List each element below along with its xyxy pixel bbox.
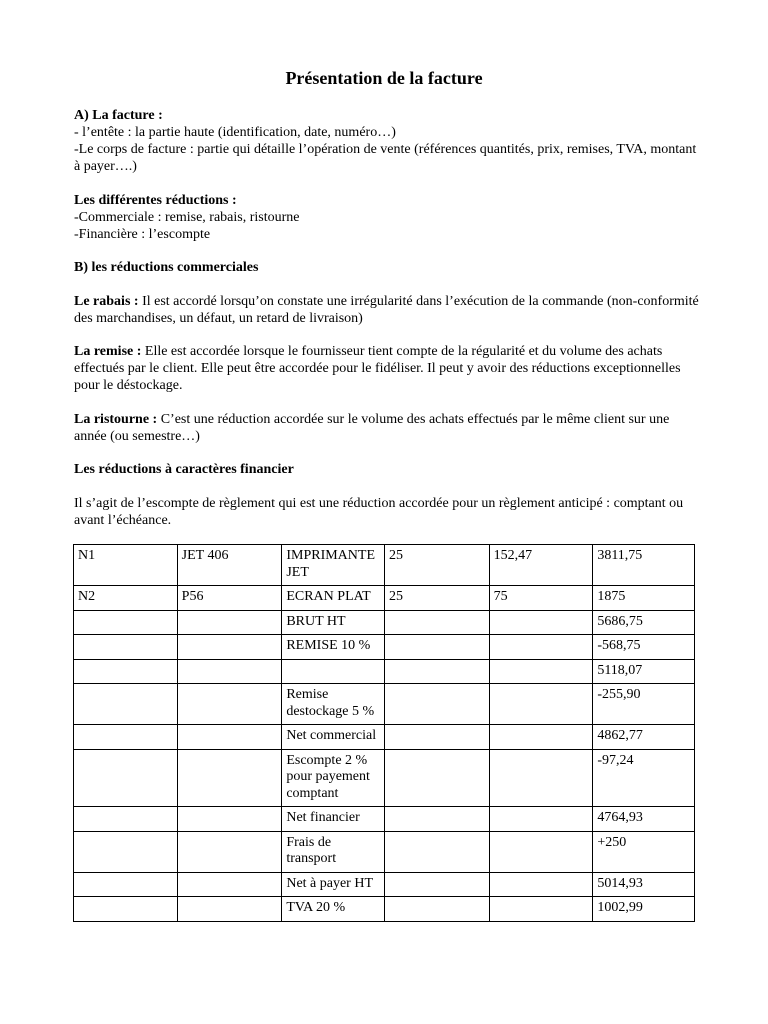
unit-price-cell bbox=[489, 807, 593, 832]
code-cell bbox=[177, 684, 282, 725]
rabais-paragraph bbox=[74, 293, 699, 327]
designation-cell: Net financier bbox=[282, 807, 385, 832]
code-cell bbox=[177, 807, 282, 832]
quantity-cell bbox=[384, 684, 489, 725]
quantity-cell bbox=[384, 897, 489, 922]
code-cell bbox=[177, 831, 282, 872]
invoice-table bbox=[73, 544, 695, 922]
rabais-text: Il est accordé lorsqu’on constate une irrégularité dans l’exécution de la commande (non-conformité des marchandises, un défaut, un retard de livraison) bbox=[74, 293, 699, 326]
designation-cell: Remise destockage 5 % bbox=[282, 684, 385, 725]
quantity-cell bbox=[384, 635, 489, 660]
quantity-cell bbox=[384, 659, 489, 684]
unit-price-cell bbox=[489, 684, 593, 725]
quantity-cell bbox=[384, 831, 489, 872]
amount-cell: 3811,75 bbox=[593, 545, 695, 586]
section-a-line-2: -Le corps de facture : partie qui détaille l’opération de vente (références quantités, prix, remises, TVA, montant à payer….) bbox=[74, 142, 697, 174]
ref-cell bbox=[74, 831, 178, 872]
table-row bbox=[74, 635, 695, 660]
section-a-heading: A) La facture : bbox=[74, 108, 163, 123]
invoice-table-body bbox=[74, 545, 695, 922]
unit-price-cell: 75 bbox=[489, 586, 593, 611]
code-cell bbox=[177, 635, 282, 660]
amount-cell: -255,90 bbox=[593, 684, 695, 725]
table-row bbox=[74, 749, 695, 807]
table-row bbox=[74, 725, 695, 750]
code-cell bbox=[177, 725, 282, 750]
table-row bbox=[74, 897, 695, 922]
ref-cell bbox=[74, 659, 178, 684]
remise-term: La remise : bbox=[74, 344, 142, 359]
table-row bbox=[74, 684, 695, 725]
remise-paragraph bbox=[74, 343, 699, 394]
ref-cell: N2 bbox=[74, 586, 178, 611]
ristourne-text: C’est une réduction accordée sur le volume des achats effectués par le même client sur une année (ou semestre…) bbox=[74, 411, 670, 444]
code-cell bbox=[177, 659, 282, 684]
unit-price-cell bbox=[489, 897, 593, 922]
quantity-cell bbox=[384, 749, 489, 807]
ref-cell: N1 bbox=[74, 545, 178, 586]
quantity-cell bbox=[384, 807, 489, 832]
reductions-heading: Les différentes réductions : bbox=[74, 192, 237, 208]
table-row bbox=[74, 586, 695, 611]
designation-cell bbox=[282, 659, 385, 684]
reductions-line-1: -Commerciale : remise, rabais, ristourne bbox=[74, 209, 300, 225]
quantity-cell: 25 bbox=[384, 586, 489, 611]
table-row bbox=[74, 872, 695, 897]
amount-cell: -568,75 bbox=[593, 635, 695, 660]
ref-cell bbox=[74, 807, 178, 832]
section-b-heading: B) les réductions commerciales bbox=[74, 260, 259, 275]
remise-text: Elle est accordée lorsque le fournisseur tient compte de la régularité et du volume des achats effectués par le client. Elle peut être accordée pour le fidéliser. Il peut y avoir des réductions exceptionnelles pour le déstockage. bbox=[74, 344, 681, 393]
ref-cell bbox=[74, 610, 178, 635]
quantity-cell bbox=[384, 610, 489, 635]
unit-price-cell bbox=[489, 659, 593, 684]
amount-cell: 5118,07 bbox=[593, 659, 695, 684]
designation-cell: ECRAN PLAT bbox=[282, 586, 385, 611]
amount-cell: 1875 bbox=[593, 586, 695, 611]
code-cell: JET 406 bbox=[177, 545, 282, 586]
quantity-cell bbox=[384, 725, 489, 750]
designation-cell: BRUT HT bbox=[282, 610, 385, 635]
ref-cell bbox=[74, 872, 178, 897]
amount-cell: 5014,93 bbox=[593, 872, 695, 897]
section-a-line-1: - l’entête : la partie haute (identification, date, numéro…) bbox=[74, 125, 396, 140]
amount-cell: 4764,93 bbox=[593, 807, 695, 832]
code-cell bbox=[177, 872, 282, 897]
ref-cell bbox=[74, 684, 178, 725]
code-cell: P56 bbox=[177, 586, 282, 611]
table-row bbox=[74, 545, 695, 586]
table-row bbox=[74, 610, 695, 635]
designation-cell: Escompte 2 % pour payement comptant bbox=[282, 749, 385, 807]
ref-cell bbox=[74, 725, 178, 750]
quantity-cell bbox=[384, 872, 489, 897]
document-body bbox=[74, 107, 699, 529]
table-row bbox=[74, 807, 695, 832]
financier-paragraph: Il s’agit de l’escompte de règlement qui est une réduction accordée pour un règlement anticipé : comptant ou avant l’échéance. bbox=[74, 495, 684, 528]
amount-cell: -97,24 bbox=[593, 749, 695, 807]
unit-price-cell bbox=[489, 831, 593, 872]
amount-cell: 4862,77 bbox=[593, 725, 695, 750]
amount-cell: 5686,75 bbox=[593, 610, 695, 635]
table-row bbox=[74, 831, 695, 872]
financier-heading: Les réductions à caractères financier bbox=[74, 462, 294, 477]
ristourne-term: La ristourne : bbox=[74, 411, 158, 427]
amount-cell: +250 bbox=[593, 831, 695, 872]
designation-cell: REMISE 10 % bbox=[282, 635, 385, 660]
unit-price-cell: 152,47 bbox=[489, 545, 593, 586]
ristourne-paragraph bbox=[74, 411, 699, 445]
designation-cell: Net commercial bbox=[282, 725, 385, 750]
ref-cell bbox=[74, 897, 178, 922]
code-cell bbox=[177, 749, 282, 807]
code-cell bbox=[177, 610, 282, 635]
designation-cell: Net à payer HT bbox=[282, 872, 385, 897]
unit-price-cell bbox=[489, 872, 593, 897]
reductions-line-2: -Financière : l’escompte bbox=[74, 226, 211, 242]
unit-price-cell bbox=[489, 725, 593, 750]
page-title: Présentation de la facture bbox=[285, 68, 483, 88]
ref-cell bbox=[74, 635, 178, 660]
unit-price-cell bbox=[489, 749, 593, 807]
rabais-term: Le rabais : bbox=[74, 293, 139, 309]
quantity-cell: 25 bbox=[384, 545, 489, 586]
designation-cell: Frais de transport bbox=[282, 831, 385, 872]
code-cell bbox=[177, 897, 282, 922]
designation-cell: IMPRIMANTE JET bbox=[282, 545, 385, 586]
designation-cell: TVA 20 % bbox=[282, 897, 385, 922]
unit-price-cell bbox=[489, 635, 593, 660]
ref-cell bbox=[74, 749, 178, 807]
unit-price-cell bbox=[489, 610, 593, 635]
amount-cell: 1002,99 bbox=[593, 897, 695, 922]
table-row bbox=[74, 659, 695, 684]
